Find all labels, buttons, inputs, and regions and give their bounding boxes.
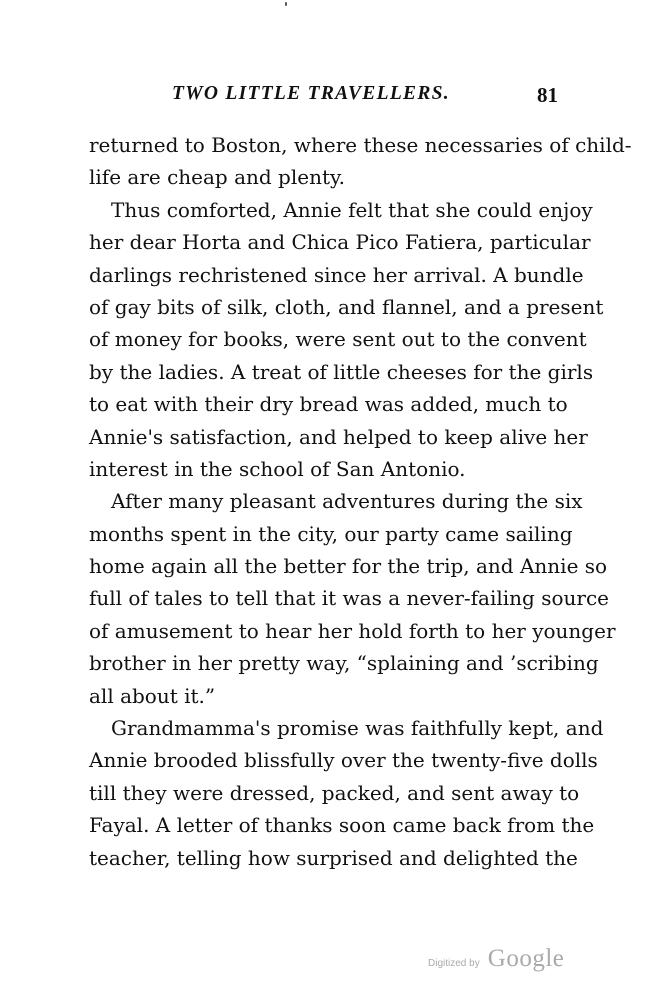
body-line: interest in the school of San Antonio. [89, 456, 466, 481]
scan-speck [285, 2, 287, 6]
body-line: by the ladies. A treat of little cheeses for the girls [89, 359, 594, 384]
body-line: of money for books, were sent out to the convent [89, 327, 587, 352]
running-header [88, 83, 558, 113]
page-body [89, 129, 632, 874]
body-line: of amusement to hear her hold forth to her younger [89, 618, 616, 643]
body-line: months spent in the city, our party came sailing [89, 521, 573, 546]
google-logo: Google [487, 945, 565, 972]
body-line: home again all the better for the trip, and Annie so [89, 554, 608, 579]
body-line: her dear Horta and Chica Pico Fatiera, particular [89, 230, 591, 255]
body-line: Annie's satisfaction, and helped to keep alive her [89, 424, 588, 449]
body-line: of gay bits of silk, cloth, and flannel, and a present [89, 294, 604, 319]
body-line: life are cheap and plenty. [89, 165, 345, 190]
body-line: Fayal. A letter of thanks soon came back from the [89, 813, 595, 838]
digitized-watermark [428, 945, 564, 973]
running-title: TWO LITTLE TRAVELLERS. [172, 83, 450, 104]
body-line: to eat with their dry bread was added, much to [89, 392, 568, 417]
paragraph-first-line: After many pleasant adventures during the six [111, 489, 583, 514]
body-line: darlings rechristened since her arrival. A bundle [89, 262, 584, 287]
page-number: 81 [537, 83, 558, 107]
body-line: full of tales to tell that it was a never-failing source [89, 586, 609, 611]
body-line: brother in her pretty way, “splaining and ’scribing [89, 651, 599, 676]
body-line: all about it.” [89, 683, 216, 708]
body-line: teacher, telling how surprised and delighted the [89, 845, 578, 870]
body-line: Annie brooded blissfully over the twenty-five dolls [89, 748, 598, 773]
paragraph-first-line: Grandmamma's promise was faithfully kept, and [111, 716, 604, 741]
watermark-prefix: Digitized by [428, 958, 480, 969]
body-line: returned to Boston, where these necessaries of child- [89, 133, 632, 157]
paragraph-first-line: Thus comforted, Annie felt that she could enjoy [111, 197, 593, 222]
body-line: till they were dressed, packed, and sent away to [89, 780, 580, 805]
